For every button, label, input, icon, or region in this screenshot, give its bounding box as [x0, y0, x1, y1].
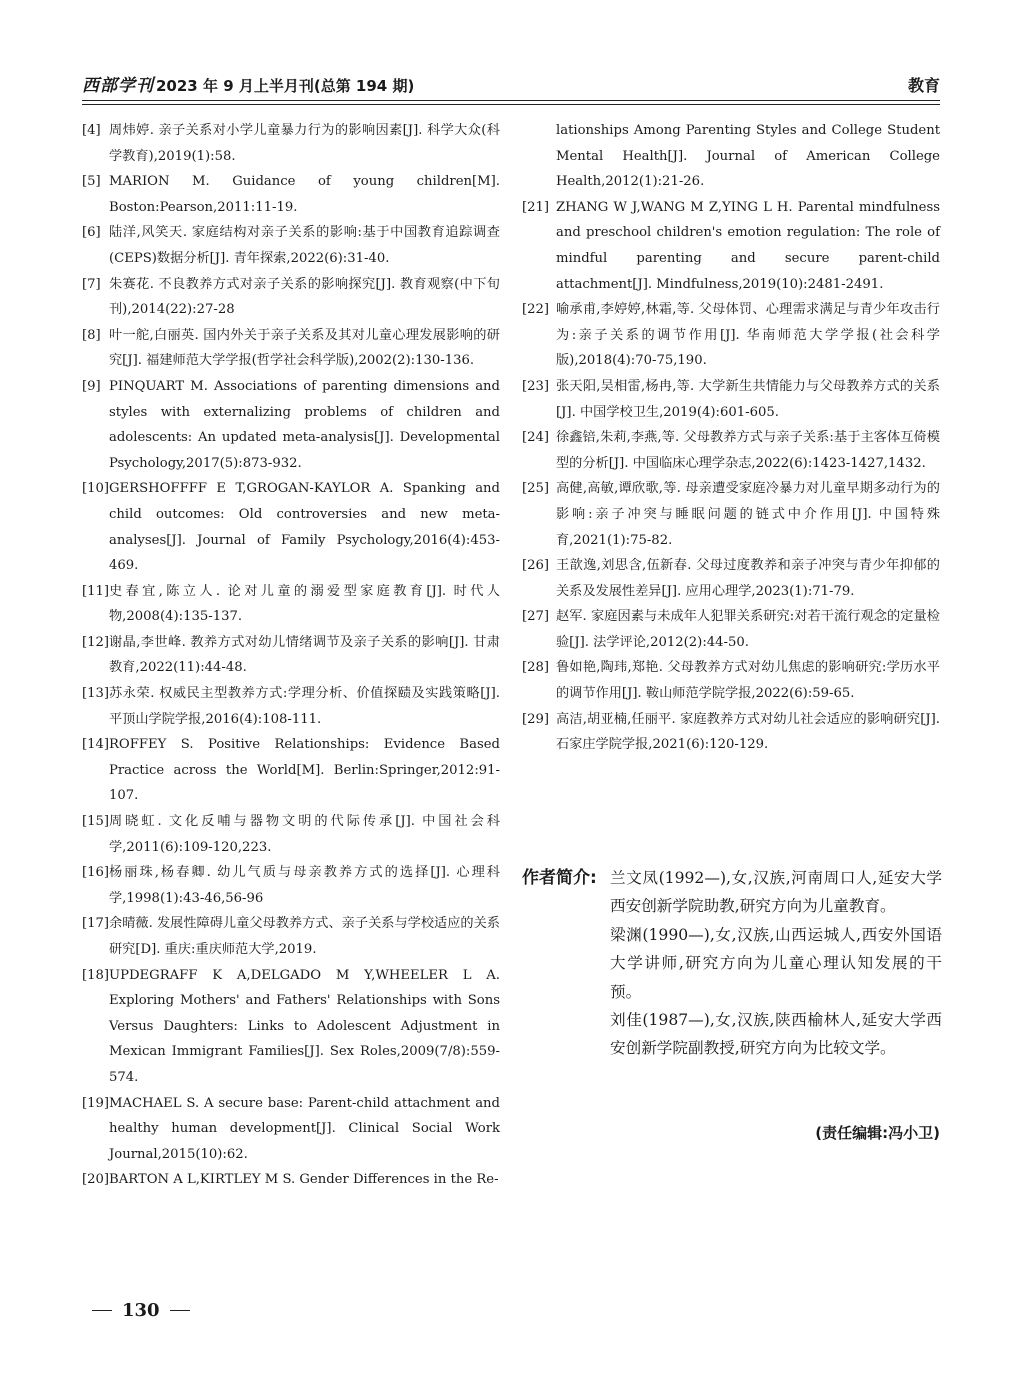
reference-text: 叶一舵,白丽英. 国内外关于亲子关系及其对儿童心理发展影响的研究[J]. 福建师范大学学报(哲学社会科学版),2002(2):130-136. — [109, 327, 500, 369]
header-rule — [82, 100, 940, 101]
reference-number: [5] — [82, 174, 101, 190]
reference-item — [82, 911, 500, 962]
reference-number: [7] — [82, 276, 101, 292]
reference-text: 余晴薇. 发展性障碍儿童父母教养方式、亲子关系与学校适应的关系研究[D]. 重庆:重庆师范大学,2019. — [109, 916, 500, 957]
dash-left — [92, 1310, 112, 1311]
reference-number: [21] — [522, 199, 550, 215]
reference-number: [25] — [522, 481, 550, 497]
journal-title — [82, 71, 414, 96]
reference-text: 喻承甫,李婷婷,林霜,等. 父母体罚、心理需求满足与青少年攻击行为:亲子关系的调节作用[J]. 华南师范大学学报(社会科学版),2018(4):70-75,190. — [556, 302, 940, 369]
reference-number: [8] — [82, 327, 101, 343]
reference-item — [82, 809, 500, 860]
reference-number: [15] — [82, 814, 110, 830]
reference-number: [13] — [82, 686, 110, 702]
header-rule-thin — [82, 104, 940, 105]
reference-text: 周炜婷. 亲子关系对小学儿童暴力行为的影响因素[J]. 科学大众(科学教育),2019(1):58. — [109, 123, 500, 164]
reference-text: UPDEGRAFF K A,DELGADO M Y,WHEELER L A. Exploring Mothers' and Fathers' Relationships with Sons Versus Daughters: Links to Adolescent Adjustment in Mexican Immigrant Families[J]. Sex Roles,2009(7/8):559-574. — [109, 967, 500, 1085]
reference-item — [522, 476, 940, 553]
reference-item — [522, 118, 940, 195]
reference-text: BARTON A L,KIRTLEY M S. Gender Differences in the Re- — [109, 1172, 499, 1188]
reference-number: [4] — [82, 123, 101, 138]
reference-number: [22] — [522, 302, 550, 318]
reference-number: [27] — [522, 609, 550, 625]
dash-right — [170, 1310, 190, 1311]
reference-number: [12] — [82, 634, 110, 650]
journal-logo: 西部学刊 — [82, 76, 154, 96]
reference-item — [82, 374, 500, 476]
reference-text: 史春宜,陈立人. 论对儿童的溺爱型家庭教育[J]. 时代人物,2008(4):135-137. — [109, 583, 500, 625]
reference-text: GERSHOFFFF E T,GROGAN-KAYLOR A. Spanking and child outcomes: Old controversies and new meta-analyses[J]. Journal of Family Psychology,2016(4):453-469. — [109, 481, 500, 574]
reference-number: [19] — [82, 1095, 110, 1111]
reference-item — [82, 681, 500, 732]
reference-text: MARION M. Guidance of young children[M]. Boston:Pearson,2011:11-19. — [109, 174, 500, 215]
reference-text: lationships Among Parenting Styles and College Student Mental Health[J]. Journal of American College Health,2012(1):21-26. — [556, 123, 940, 190]
responsible-editor: (责任编辑:冯小卫) — [815, 1124, 940, 1142]
reference-item — [82, 169, 500, 220]
reference-number: [6] — [82, 225, 101, 241]
reference-number: [10] — [82, 481, 110, 497]
issue-info: 2023 年 9 月上半月刊(总第 194 期) — [156, 77, 415, 95]
author-bio: 梁渊(1990—),女,汉族,山西运城人,西安外国语大学讲师,研究方向为儿童心理认知发展的干预。 — [610, 925, 942, 1001]
reference-item — [82, 118, 500, 169]
reference-number: [17] — [82, 916, 110, 932]
reference-item — [82, 1091, 500, 1168]
references-right-column — [522, 118, 940, 758]
reference-number: [26] — [522, 558, 550, 574]
page-number-text: 130 — [122, 1300, 160, 1321]
reference-item — [522, 297, 940, 374]
reference-item — [82, 630, 500, 681]
reference-item — [522, 604, 940, 655]
author-intro-label: 作者简介: — [522, 868, 597, 888]
reference-number: [11] — [82, 583, 110, 599]
reference-text: 苏永荣. 权威民主型教养方式:学理分析、价值探赜及实践策略[J]. 平顶山学院学报,2016(4):108-111. — [109, 686, 500, 727]
author-intro-text — [610, 864, 942, 1063]
page-number — [92, 1300, 190, 1321]
references-left-column — [82, 118, 500, 1193]
reference-number: [18] — [82, 967, 110, 983]
reference-text: PINQUART M. Associations of parenting dimensions and styles with externalizing problems of children and adolescents: An updated meta-analysis[J]. Developmental Psychology,2017(5):873-932. — [109, 378, 500, 471]
reference-text: 鲁如艳,陶玮,郑艳. 父母教养方式对幼儿焦虑的影响研究:学历水平的调节作用[J]. 鞍山师范学院学报,2022(6):59-65. — [556, 660, 940, 702]
reference-item — [522, 553, 940, 604]
author-bio: 兰文凤(1992—),女,汉族,河南周口人,延安大学西安创新学院助教,研究方向为儿童教育。 — [610, 869, 942, 916]
author-intro — [522, 864, 942, 1063]
reference-text: 王歆逸,刘思含,伍新春. 父母过度教养和亲子冲突与青少年抑郁的关系及发展性差异[J]. 应用心理学,2023(1):71-79. — [556, 558, 940, 599]
reference-number: [29] — [522, 711, 550, 727]
reference-text: ROFFEY S. Positive Relationships: Evidence Based Practice across the World[M]. Berlin:Springer,2012:91-107. — [109, 737, 500, 804]
reference-text: 徐鑫锫,朱莉,李燕,等. 父母教养方式与亲子关系:基于主客体互倚模型的分析[J]. 中国临床心理学杂志,2022(6):1423-1427,1432. — [556, 430, 940, 471]
reference-item — [82, 1167, 500, 1193]
reference-text: 赵军. 家庭因素与未成年人犯罪关系研究:对若干流行观念的定量检验[J]. 法学评论,2012(2):44-50. — [556, 609, 940, 650]
reference-item — [522, 374, 940, 425]
reference-text: 杨丽珠,杨春卿. 幼儿气质与母亲教养方式的选择[J]. 心理科学,1998(1):43-46,56-96 — [109, 865, 500, 906]
reference-text: 陆洋,风笑天. 家庭结构对亲子关系的影响:基于中国教育追踪调查(CEPS)数据分析[J]. 青年探索,2022(6):31-40. — [109, 225, 500, 266]
section-name: 教育 — [907, 76, 940, 95]
reference-number: [9] — [82, 378, 101, 394]
reference-item — [82, 220, 500, 271]
reference-item — [82, 860, 500, 911]
reference-item — [82, 732, 500, 809]
reference-item — [82, 476, 500, 578]
reference-text: MACHAEL S. A secure base: Parent-child attachment and healthy human development[J]. Clinical Social Work Journal,2015(10):62. — [109, 1095, 500, 1162]
reference-number: [28] — [522, 660, 550, 676]
reference-item — [82, 579, 500, 630]
reference-text: 张天阳,吴相雷,杨冉,等. 大学新生共情能力与父母教养方式的关系[J]. 中国学校卫生,2019(4):601-605. — [556, 378, 940, 420]
reference-number: [24] — [522, 430, 550, 446]
reference-number: [23] — [522, 378, 550, 394]
reference-number: [20] — [82, 1172, 110, 1188]
reference-number: [16] — [82, 865, 110, 881]
reference-text: 周晓虹. 文化反哺与器物文明的代际传承[J]. 中国社会科学,2011(6):109-120,223. — [109, 814, 500, 855]
reference-item — [522, 707, 940, 758]
reference-item — [522, 655, 940, 706]
reference-text: 高健,高敏,谭欣歌,等. 母亲遭受家庭冷暴力对儿童早期多动行为的影响:亲子冲突与睡眠问题的链式中介作用[J]. 中国特殊育,2021(1):75-82. — [556, 481, 940, 548]
reference-text: 朱赛花. 不良教养方式对亲子关系的影响探究[J]. 教育观察(中下旬刊),2014(22):27-28 — [109, 276, 500, 318]
reference-item — [522, 425, 940, 476]
page-header — [82, 72, 940, 96]
reference-item — [82, 272, 500, 323]
reference-number: [14] — [82, 737, 110, 753]
reference-text: 高洁,胡亚楠,任丽平. 家庭教养方式对幼儿社会适应的影响研究[J]. 石家庄学院学报,2021(6):120-129. — [556, 711, 940, 753]
reference-item — [82, 323, 500, 374]
author-bio: 刘佳(1987—),女,汉族,陕西榆林人,延安大学西安创新学院副教授,研究方向为比较文学。 — [610, 1011, 942, 1058]
reference-text: 谢晶,李世峰. 教养方式对幼儿情绪调节及亲子关系的影响[J]. 甘肃教育,2022(11):44-48. — [109, 634, 500, 676]
reference-item — [522, 195, 940, 297]
reference-item — [82, 963, 500, 1091]
reference-text: ZHANG W J,WANG M Z,YING L H. Parental mindfulness and preschool children's emotion regulation: The role of mindful parenting and secure parent-child attachment[J]. Mindfulness,2019(10):2481-2491. — [556, 199, 940, 292]
